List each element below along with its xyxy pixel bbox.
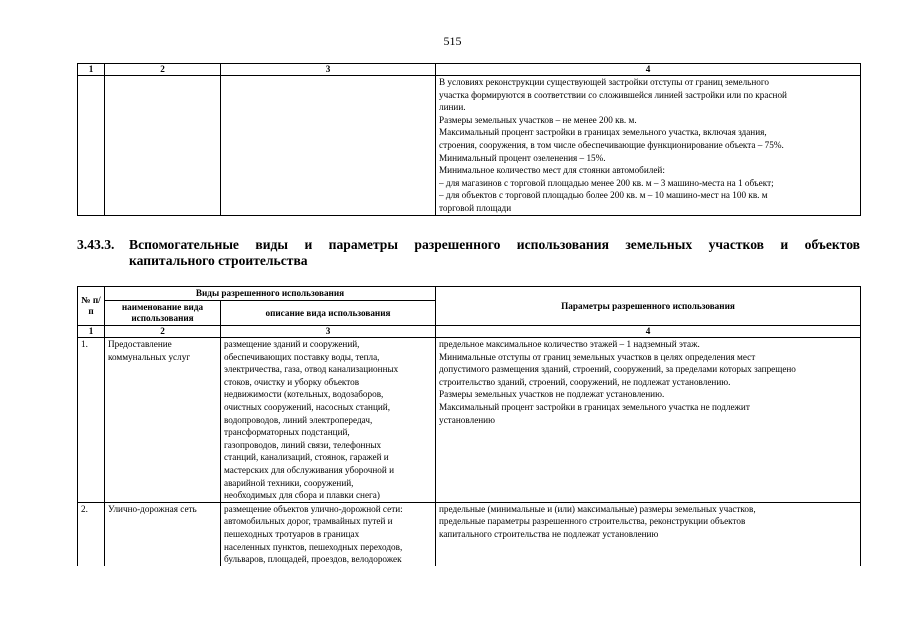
column-number: 1 [78,64,105,76]
text-line: газопроводов, линий связи, телефонных [224,439,382,450]
text-line: электричества, газа, отвод канализационных [224,364,399,375]
text-line: стоков, очистку и уборку объектов [224,376,360,387]
table-row [78,338,861,503]
text-line: строения, сооружения, в том числе обеспечивающие функционирование объекта – 75%. [439,139,784,150]
use-parameters [436,502,861,565]
text-line: трансформаторных подстанций, [224,427,350,438]
empty-cell [78,76,105,216]
use-name: Предоставление коммунальных услуг [105,338,221,503]
text-line: торговой площади [439,202,512,213]
column-number-row [78,64,861,76]
continuation-table [77,63,861,216]
text-line: установлению [439,414,495,425]
use-description [221,338,436,503]
text-line: аварийной техники, сооружений, [224,477,354,488]
description-header: описание вида использования [221,301,436,326]
column-number: 3 [221,326,436,338]
text-line: автомобильных дорог, трамвайных путей и [224,516,393,527]
name-header: наименование вида использования [105,301,221,326]
column-number: 3 [221,64,436,76]
table-row [78,502,861,565]
text-line: необходимых для сбора и плавки снега) [224,490,380,501]
text-line: населенных пунктов, пешеходных переходов, [224,541,403,552]
text-line: участка формируются в соответствии со сложившейся линией застройки или по красной [439,89,787,100]
text-line: размещение объектов улично-дорожной сети: [224,503,403,514]
parameters-header: Параметры разрешенного использования [436,287,861,326]
empty-cell [221,76,436,216]
table-row [78,76,861,216]
page-number: 515 [443,34,462,48]
text-line: – для объектов с торговой площадью более 200 кв. м – 10 машино-мест на 100 кв. м [439,190,768,201]
text-line: Максимальный процент застройки в границах земельного участка не подлежит [439,401,750,412]
use-description [221,502,436,565]
section-title-line: капитального строительства [129,253,308,268]
text-line: очистных сооружений, насосных станций, [224,401,391,412]
text-line: станций, канализаций, стоянок, гаражей и [224,452,389,463]
text-line: Минимальное количество мест для стоянки автомобилей: [439,165,665,176]
text-line: Максимальный процент застройки в границах земельного участка, включая здания, [439,127,767,138]
parameters-cell [436,76,861,216]
column-number-row [78,326,861,338]
column-number: 1 [78,326,105,338]
text-line: Размеры земельных участков не подлежат установлению. [439,389,665,400]
text-line: Минимальные отступы от границ земельных участков в целях определения мест [439,351,756,362]
permitted-use-table [77,286,861,566]
text-line: строительство зданий, строений, сооружений, не подлежат установлению. [439,376,731,387]
text-line: линии. [439,102,466,113]
number-header: № п/п [78,287,105,326]
text-line: пешеходных тротуаров в границах [224,528,360,539]
header-row [78,287,861,301]
text-line: предельное максимальное количество этажей – 1 надземный этаж. [439,339,700,349]
text-line: размещение зданий и сооружений, [224,339,360,349]
text-line: водопроводов, линий электропередач, [224,414,373,425]
use-name: Улично-дорожная сеть [105,502,221,565]
row-number: 2. [78,502,105,565]
column-number: 2 [105,326,221,338]
row-number: 1. [78,338,105,503]
section-number: 3.43.3. [77,237,115,252]
text-line: допустимого размещения зданий, строений, сооружений, за пределами которых запрещено [439,364,796,375]
group-header: Виды разрешенного использования [105,287,436,301]
text-line: Размеры земельных участков – не менее 200 кв. м. [439,114,637,125]
text-line: предельные (минимальные и (или) максимальные) размеры земельных участков, [439,503,756,514]
text-line: предельные параметры разрешенного строительства, реконструкции объектов [439,516,746,527]
empty-cell [105,76,221,216]
text-line: обеспечивающих поставку воды, тепла, [224,351,380,362]
text-line: недвижимости (котельных, водозаборов, [224,389,384,400]
text-line: бульваров, площадей, проездов, велодорожек [224,554,402,565]
text-line: капитального строительства не подлежат установлению [439,528,659,539]
use-parameters [436,338,861,503]
section-title-line: Вспомогательные виды и параметры разрешенного использования земельных участков и объектов [129,237,860,252]
text-line: Минимальный процент озеленения – 15%. [439,152,606,163]
text-line: В условиях реконструкции существующей застройки отступы от границ земельного [439,77,770,87]
column-number: 4 [436,64,861,76]
text-line: мастерских для обслуживания уборочной и [224,464,394,475]
column-number: 2 [105,64,221,76]
column-number: 4 [436,326,861,338]
text-line: – для магазинов с торговой площадью менее 200 кв. м – 3 машино-места на 1 объект; [439,177,774,188]
